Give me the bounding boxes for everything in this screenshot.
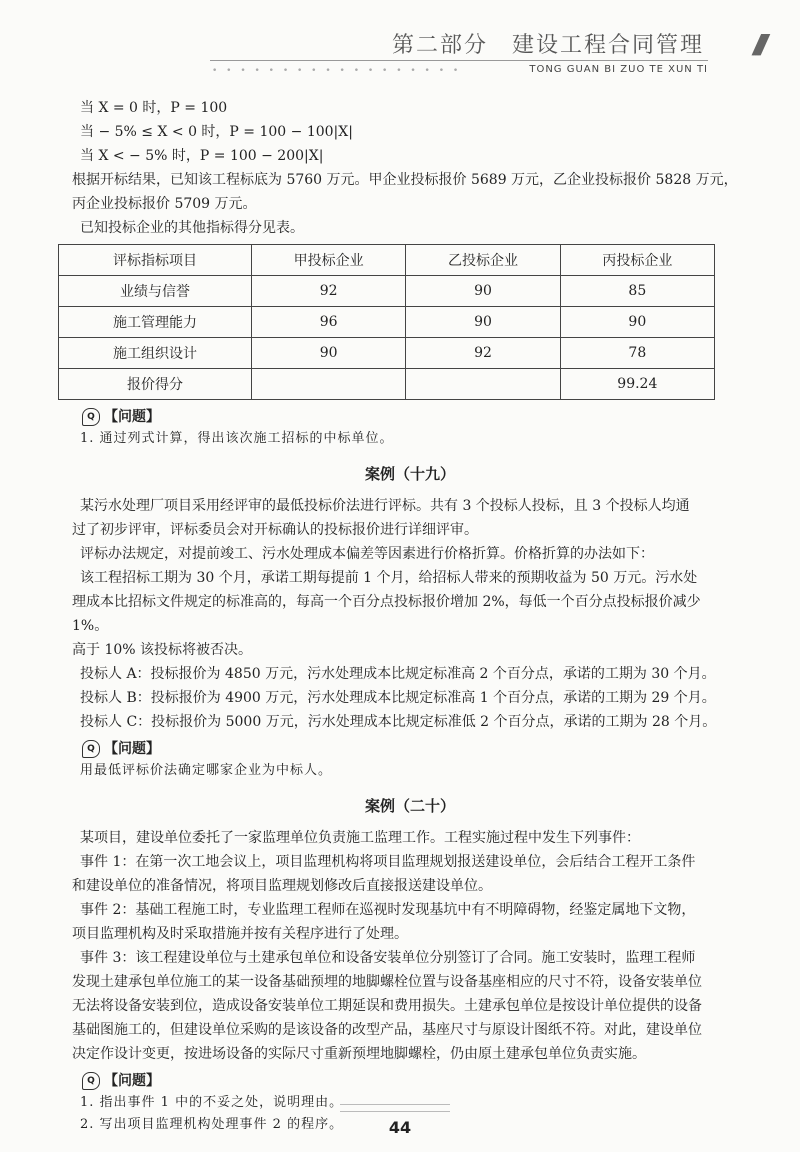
table-cell: 99.24 xyxy=(560,369,714,400)
question-icon: Q xyxy=(82,1072,100,1090)
question-label: 【问题】 xyxy=(104,409,160,425)
question-label: 【问题】 xyxy=(104,741,160,757)
case-paragraph: 事件 3：该工程建设单位与土建承包单位和设备安装单位分别签订了合同。施工安装时，监理工程师 xyxy=(80,950,696,966)
table-row xyxy=(59,369,715,400)
case-paragraph: 项目监理机构及时采取措施并按有关程序进行了处理。 xyxy=(72,926,408,942)
header-rule xyxy=(210,60,708,61)
bidder-b: 投标人 B：投标报价为 4900 万元，污水处理成本比规定标准高 1 个百分点，承诺的工期为 29 个月。 xyxy=(80,690,716,706)
case-paragraph: 高于 10% 该投标将被否决。 xyxy=(72,642,253,658)
intro-line: 已知投标企业的其他指标得分见表。 xyxy=(80,220,304,236)
table-cell xyxy=(406,369,560,400)
table-header-cell: 乙投标企业 xyxy=(406,245,560,276)
formula-line: 当 − 5% ≤ X < 0 时，P = 100 − 100|X| xyxy=(80,124,353,140)
table-cell: 96 xyxy=(252,307,406,338)
case-paragraph: 事件 2：基础工程施工时，专业监理工程师在巡视时发现基坑中有不明障碍物，经鉴定属地下文物， xyxy=(80,902,696,918)
table-cell: 90 xyxy=(406,307,560,338)
formula-line: 当 X < − 5% 时，P = 100 − 200|X| xyxy=(80,148,324,164)
page-number-ornament xyxy=(340,1104,450,1112)
table-cell: 78 xyxy=(560,338,714,369)
case-paragraph: 发现土建承包单位施工的某一设备基础预埋的地脚螺栓位置与设备基座相应的尺寸不符，设备安装单位 xyxy=(72,974,702,990)
case-title: 案例（二十） xyxy=(364,797,455,815)
case-paragraph: 某项目，建设单位委托了一家监理单位负责施工监理工作。工程实施过程中发生下列事件： xyxy=(80,830,640,846)
table-row xyxy=(59,276,715,307)
intro-line: 丙企业投标报价 5709 万元。 xyxy=(72,196,257,212)
case-paragraph: 理成本比招标文件规定的标准高的，每高一个百分点投标报价增加 2%，每低一个百分点投标报价减少 1%。 xyxy=(72,594,701,634)
table-cell: 施工管理能力 xyxy=(59,307,252,338)
question-icon: Q xyxy=(82,740,100,758)
question-item: 2. 写出项目监理机构处理事件 2 的程序。 xyxy=(80,1117,344,1132)
score-table xyxy=(58,244,715,400)
formula-line: 当 X = 0 时，P = 100 xyxy=(80,100,228,116)
case-paragraph: 该工程招标工期为 30 个月，承诺工期每提前 1 个月，给招标人带来的预期收益为 50 万元。污水处 xyxy=(80,570,698,586)
table-header-row xyxy=(59,245,715,276)
table-cell: 85 xyxy=(560,276,714,307)
case-title: 案例（十九） xyxy=(364,465,455,483)
case-paragraph: 决定作设计变更，按进场设备的实际尺寸重新预埋地脚螺栓，仍由原土建承包单位负责实施。 xyxy=(72,1046,646,1062)
question-icon: Q xyxy=(82,408,100,426)
table-cell: 90 xyxy=(252,338,406,369)
header-dots-decoration: • • • • • • • • • • • • • • • • • • xyxy=(212,66,462,76)
intro-line: 根据开标结果，已知该工程标底为 5760 万元。甲企业投标报价 5689 万元，乙企业投标报价 5828 万元， xyxy=(72,172,738,188)
question-item: 1. 通过列式计算，得出该次施工招标的中标单位。 xyxy=(80,431,394,446)
case-paragraph: 过了初步评审，评标委员会对开标确认的投标报价进行详细评审。 xyxy=(72,522,478,538)
table-cell xyxy=(252,369,406,400)
case-paragraph: 和建设单位的准备情况，将项目监理规划修改后直接报送建设单位。 xyxy=(72,878,492,894)
table-row xyxy=(59,307,715,338)
case-paragraph: 某污水处理厂项目采用经评审的最低投标价法进行评标。共有 3 个投标人投标，且 3 个投标人均通 xyxy=(80,498,690,514)
case-paragraph: 基础图施工的，但建设单位采购的是该设备的改型产品，基座尺寸与原设计图纸不符。对此，建设单位 xyxy=(72,1022,702,1038)
table-cell: 业绩与信誉 xyxy=(59,276,252,307)
table-header-cell: 甲投标企业 xyxy=(252,245,406,276)
page-content xyxy=(72,96,740,1136)
header-subtitle: TONG GUAN BI ZUO TE XUN TI xyxy=(529,64,708,75)
table-cell: 90 xyxy=(560,307,714,338)
table-header-cell: 丙投标企业 xyxy=(560,245,714,276)
question-heading xyxy=(82,738,740,760)
case-paragraph: 无法将设备安装到位，造成设备安装单位工期延误和费用损失。土建承包单位是按设计单位提供的设备 xyxy=(72,998,702,1014)
header-title: 第二部分 建设工程合同管理 xyxy=(391,33,704,58)
bidder-a: 投标人 A：投标报价为 4850 万元，污水处理成本比规定标准高 2 个百分点，承诺的工期为 30 个月。 xyxy=(80,666,716,682)
table-row xyxy=(59,338,715,369)
question-item: 1. 指出事件 1 中的不妥之处，说明理由。 xyxy=(80,1095,344,1110)
question-heading xyxy=(82,406,740,428)
header-slash-decoration: ///// xyxy=(751,30,765,60)
table-header-cell: 评标指标项目 xyxy=(59,245,252,276)
page-number: 44 xyxy=(388,1118,412,1137)
table-cell: 92 xyxy=(252,276,406,307)
table-cell: 92 xyxy=(406,338,560,369)
bidder-c: 投标人 C：投标报价为 5000 万元，污水处理成本比规定标准低 2 个百分点，承诺的工期为 28 个月。 xyxy=(80,714,717,730)
case-paragraph: 评标办法规定，对提前竣工、污水处理成本偏差等因素进行价格折算。价格折算的办法如下： xyxy=(80,546,654,562)
case-paragraph: 事件 1：在第一次工地会议上，项目监理机构将项目监理规划报送建设单位，会后结合工程开工条件 xyxy=(80,854,696,870)
table-cell: 施工组织设计 xyxy=(59,338,252,369)
table-cell: 报价得分 xyxy=(59,369,252,400)
question-label: 【问题】 xyxy=(104,1073,160,1089)
table-cell: 90 xyxy=(406,276,560,307)
question-item: 用最低评标价法确定哪家企业为中标人。 xyxy=(80,763,333,778)
question-heading xyxy=(82,1070,740,1092)
